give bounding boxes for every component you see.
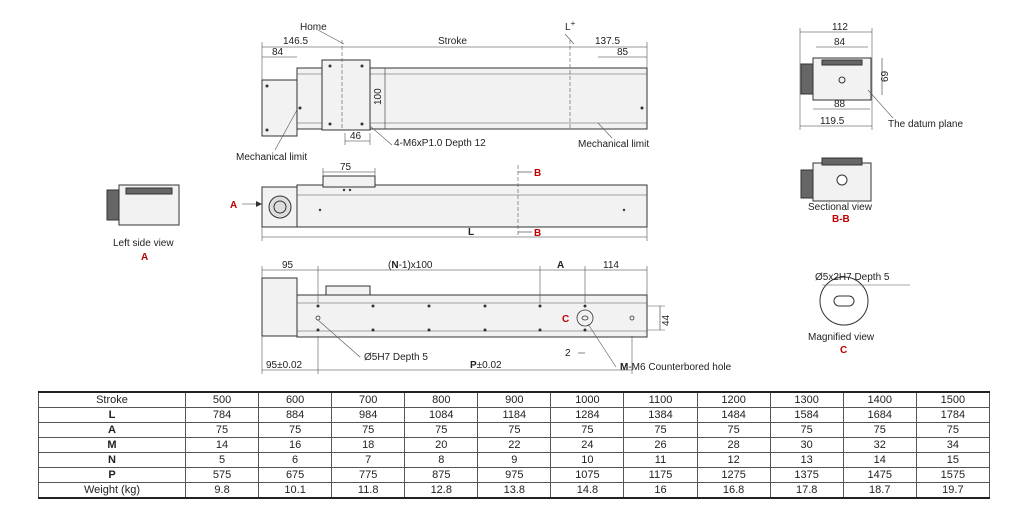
dim-46: 46	[350, 131, 362, 142]
table-cell: 800	[405, 392, 478, 408]
table-cell: 75	[916, 423, 989, 438]
table-cell: 75	[843, 423, 916, 438]
side-carriage	[323, 176, 375, 187]
table-cell: 1184	[478, 408, 551, 423]
magnified-note: Ø5x2H7 Depth 5	[815, 272, 890, 283]
table-cell: 28	[697, 438, 770, 453]
table-cell: 75	[697, 423, 770, 438]
dim-112: 112	[832, 22, 848, 33]
table-cell: 1175	[624, 468, 697, 483]
sectional-view-label: B-B	[832, 214, 850, 225]
dim-95-tolerance: 95±0.02	[266, 360, 303, 371]
table-cell: 11	[624, 453, 697, 468]
section-marker-b-top: B	[534, 168, 542, 179]
left-side-view-title: Left side view	[113, 238, 174, 249]
table-cell: 15	[916, 453, 989, 468]
end-motor-stub	[801, 64, 813, 94]
stroke-label: Stroke	[438, 36, 467, 47]
table-cell: 34	[916, 438, 989, 453]
table-row	[39, 468, 990, 483]
table-cell: 16	[259, 438, 332, 453]
left-side-view-label: A	[141, 252, 149, 263]
table-cell: 16.8	[697, 483, 770, 499]
table-cell: 1000	[551, 392, 624, 408]
table-cell: 1084	[405, 408, 478, 423]
bottom-view	[262, 260, 732, 374]
row-label: L	[39, 408, 186, 423]
dim-l: L	[468, 227, 475, 238]
table-cell: 9.8	[186, 483, 259, 499]
counterbored-note: M-M6 Counterbored hole	[620, 362, 732, 373]
table-row	[39, 483, 990, 499]
table-cell: 75	[770, 423, 843, 438]
dim-88: 88	[834, 99, 846, 110]
bottom-motor-housing	[262, 278, 297, 336]
table-cell: 1075	[551, 468, 624, 483]
table-cell: 1684	[843, 408, 916, 423]
section-stub	[801, 170, 813, 198]
table-cell: 1784	[916, 408, 989, 423]
table-cell: 24	[551, 438, 624, 453]
mechanical-limit-right: Mechanical limit	[578, 139, 650, 150]
table-cell: 1284	[551, 408, 624, 423]
dim-2: 2	[565, 348, 571, 359]
end-view	[800, 22, 963, 130]
table-cell: 75	[332, 423, 405, 438]
magnified-view	[808, 272, 910, 356]
dim-146-5: 146.5	[283, 36, 309, 47]
dim-p: P±0.02	[470, 360, 502, 371]
table-cell: 675	[259, 468, 332, 483]
dim-75-side: 75	[340, 162, 352, 173]
table-cell: 13	[770, 453, 843, 468]
table-cell: 500	[186, 392, 259, 408]
table-cell: 75	[186, 423, 259, 438]
table-cell: 984	[332, 408, 405, 423]
table-cell: 1484	[697, 408, 770, 423]
table-cell: 16	[624, 483, 697, 499]
table-cell: 22	[478, 438, 551, 453]
table-row	[39, 392, 990, 408]
row-label: A	[39, 423, 186, 438]
table-cell: 12.8	[405, 483, 478, 499]
table-cell: 1100	[624, 392, 697, 408]
table-cell: 26	[624, 438, 697, 453]
table-row	[39, 438, 990, 453]
table-row	[39, 408, 990, 423]
dim-100: 100	[373, 88, 384, 105]
bottom-carriage	[326, 286, 370, 295]
dim-119-5: 119.5	[820, 116, 845, 127]
table-cell: 1400	[843, 392, 916, 408]
table-cell: 784	[186, 408, 259, 423]
row-label: Stroke	[39, 392, 186, 408]
table-cell: 1275	[697, 468, 770, 483]
table-cell: 1584	[770, 408, 843, 423]
home-label: Home	[300, 22, 327, 33]
magnified-view-label: C	[840, 345, 848, 356]
table-cell: 18.7	[843, 483, 916, 499]
dim-84-end: 84	[834, 37, 846, 48]
table-cell: 875	[405, 468, 478, 483]
table-cell: 19.7	[916, 483, 989, 499]
dim-95: 95	[282, 260, 294, 271]
table-cell: 13.8	[478, 483, 551, 499]
table-cell: 900	[478, 392, 551, 408]
thread-note: 4-M6xP1.0 Depth 12	[394, 138, 486, 149]
table-cell: 11.8	[332, 483, 405, 499]
table-row	[39, 423, 990, 438]
table-row	[39, 453, 990, 468]
hole-note: Ø5H7 Depth 5	[364, 352, 428, 363]
row-label: M	[39, 438, 186, 453]
dim-84-top: 84	[272, 47, 284, 58]
table-cell: 8	[405, 453, 478, 468]
table-cell: 17.8	[770, 483, 843, 499]
dim-137-5: 137.5	[595, 36, 621, 47]
table-cell: 1200	[697, 392, 770, 408]
table-cell: 75	[259, 423, 332, 438]
table-cell: 1375	[770, 468, 843, 483]
spec-table	[38, 391, 990, 499]
left-view-stub	[107, 190, 119, 220]
table-cell: 775	[332, 468, 405, 483]
table-cell: 7	[332, 453, 405, 468]
side-view	[230, 162, 647, 241]
table-cell: 75	[551, 423, 624, 438]
dim-114: 114	[603, 260, 619, 271]
table-cell: 700	[332, 392, 405, 408]
table-cell: 32	[843, 438, 916, 453]
view-marker-a: A	[230, 200, 238, 211]
table-cell: 75	[478, 423, 551, 438]
sectional-view	[801, 158, 873, 225]
table-cell: 75	[624, 423, 697, 438]
dim-69: 69	[880, 70, 891, 82]
row-label: N	[39, 453, 186, 468]
table-cell: 14	[843, 453, 916, 468]
table-cell: 10.1	[259, 483, 332, 499]
row-label: P	[39, 468, 186, 483]
side-rail-body	[297, 185, 647, 227]
table-cell: 575	[186, 468, 259, 483]
table-cell: 75	[405, 423, 478, 438]
table-cell: 975	[478, 468, 551, 483]
section-marker-b-bottom: B	[534, 228, 542, 239]
table-cell: 1500	[916, 392, 989, 408]
mechanical-limit-left: Mechanical limit	[236, 152, 308, 163]
top-view	[236, 19, 649, 163]
row-label: Weight (kg)	[39, 483, 186, 499]
table-cell: 12	[697, 453, 770, 468]
magnified-circle	[820, 277, 868, 325]
table-cell: 18	[332, 438, 405, 453]
sectional-view-title: Sectional view	[808, 202, 872, 213]
table-cell: 10	[551, 453, 624, 468]
dim-85: 85	[617, 47, 629, 58]
table-cell: 5	[186, 453, 259, 468]
l-plus-label: L+	[565, 19, 576, 33]
table-cell: 1575	[916, 468, 989, 483]
top-motor-housing	[262, 80, 297, 136]
table-cell: 30	[770, 438, 843, 453]
table-cell: 20	[405, 438, 478, 453]
table-cell: 14.8	[551, 483, 624, 499]
table-cell: 884	[259, 408, 332, 423]
table-cell: 1384	[624, 408, 697, 423]
table-cell: 9	[478, 453, 551, 468]
top-carriage	[322, 60, 370, 130]
detail-marker-c: C	[562, 314, 570, 325]
table-cell: 14	[186, 438, 259, 453]
dim-a: A	[557, 260, 565, 271]
table-cell: 600	[259, 392, 332, 408]
dim-n-spacing: (N-1)x100	[388, 260, 433, 271]
table-cell: 1475	[843, 468, 916, 483]
magnified-view-title: Magnified view	[808, 332, 875, 343]
datum-plane-note: The datum plane	[888, 119, 964, 130]
table-cell: 1300	[770, 392, 843, 408]
left-side-view	[107, 185, 179, 263]
table-cell: 6	[259, 453, 332, 468]
dim-44: 44	[661, 314, 672, 326]
